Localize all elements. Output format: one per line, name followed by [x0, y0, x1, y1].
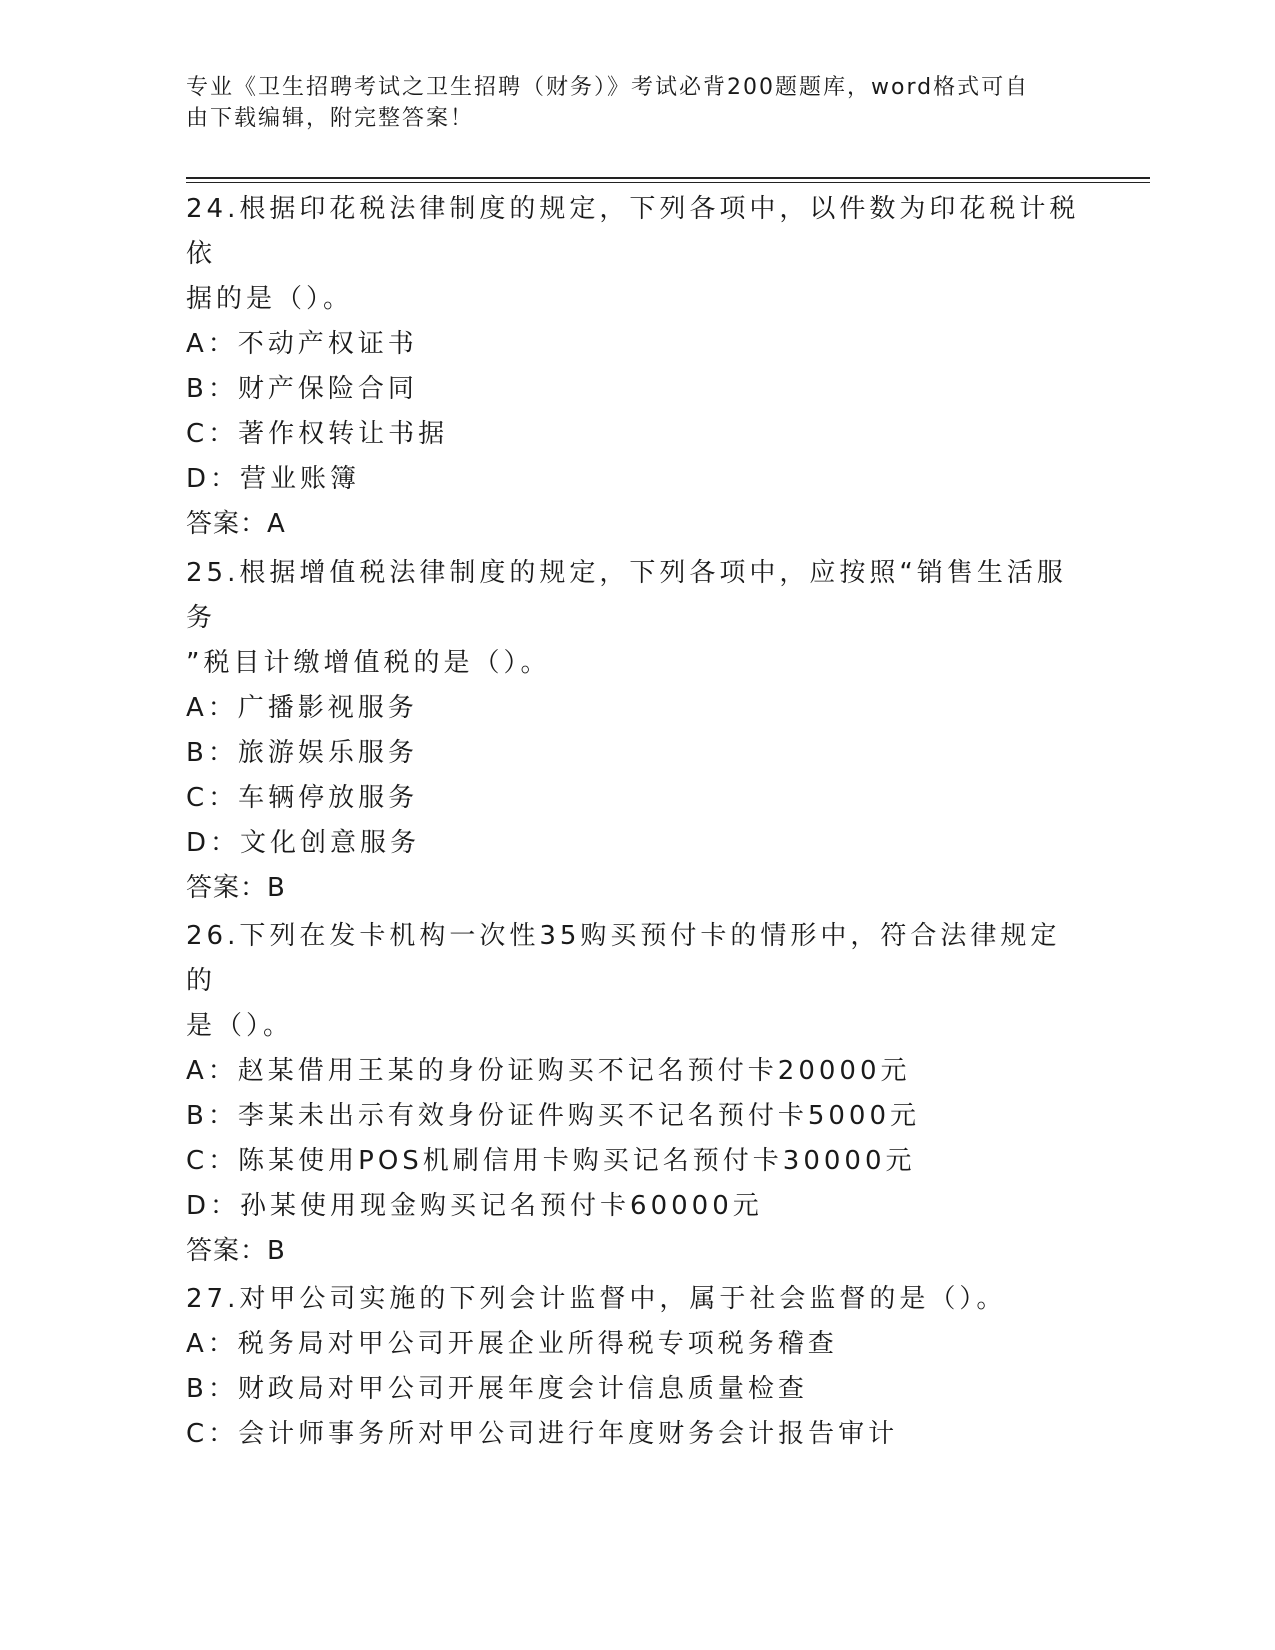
header-line-2: 由下载编辑，附完整答案！	[186, 106, 475, 131]
option-c: C：会计师事务所对甲公司进行年度财务会计报告审计	[186, 1419, 899, 1449]
option-d: D：文化创意服务	[186, 828, 421, 858]
option-c: C：陈某使用POS机刷信用卡购买记名预付卡30000元	[186, 1146, 916, 1176]
option-b: B：旅游娱乐服务	[186, 738, 418, 768]
answer: 答案：B	[186, 1236, 286, 1266]
option-c: C：著作权转让书据	[186, 419, 449, 449]
header-line-1: 专业《卫生招聘考试之卫生招聘（财务）》考试必背200题题库，word格式可自	[186, 75, 1030, 100]
option-d: D：孙某使用现金购买记名预付卡60000元	[186, 1191, 763, 1221]
question-stem-line-2: ”税目计缴增值税的是（）。	[186, 648, 551, 678]
header-divider-thick	[186, 177, 1150, 179]
question-stem-line-2: 据的是（）。	[186, 284, 354, 314]
answer: 答案：A	[186, 509, 286, 539]
question-24	[186, 187, 1086, 547]
question-stem-line-1: 24.根据印花税法律制度的规定，下列各项中，以件数为印花税计税依	[186, 194, 1080, 269]
question-25	[186, 551, 1086, 911]
option-c: C：车辆停放服务	[186, 783, 419, 813]
option-d: D：营业账簿	[186, 464, 361, 494]
option-a: A：广播影视服务	[186, 693, 418, 723]
document-header	[186, 72, 1066, 134]
question-stem-line-2: 是（）。	[186, 1011, 294, 1041]
question-stem-line-1: 27.对甲公司实施的下列会计监督中，属于社会监督的是（）。	[186, 1284, 1007, 1314]
option-b: B：财政局对甲公司开展年度会计信息质量检查	[186, 1374, 808, 1404]
question-stem-line-1: 26.下列在发卡机构一次性35购买预付卡的情形中，符合法律规定的	[186, 921, 1061, 996]
option-a: A：赵某借用王某的身份证购买不记名预付卡20000元	[186, 1056, 911, 1086]
header-divider-thin	[186, 182, 1150, 183]
question-27	[186, 1277, 1086, 1457]
question-stem-line-1: 25.根据增值税法律制度的规定，下列各项中，应按照“销售生活服务	[186, 558, 1067, 633]
option-b: B：李某未出示有效身份证件购买不记名预付卡5000元	[186, 1101, 921, 1131]
question-26	[186, 914, 1086, 1274]
option-a: A：税务局对甲公司开展企业所得税专项税务稽查	[186, 1329, 838, 1359]
option-a: A：不动产权证书	[186, 329, 418, 359]
option-b: B：财产保险合同	[186, 374, 418, 404]
answer: 答案：B	[186, 873, 286, 903]
